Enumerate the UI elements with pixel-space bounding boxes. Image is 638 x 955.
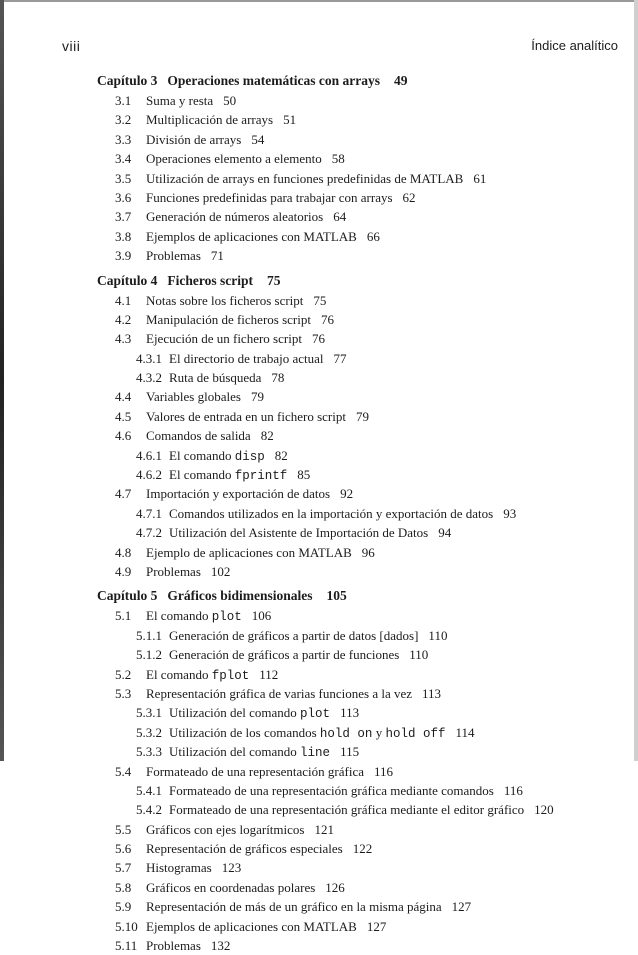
- entry-title-text: Gráficos con ejes logarítmicos: [146, 821, 305, 837]
- entry-title-text: Problemas: [146, 938, 201, 954]
- toc-subsection: [0, 349, 638, 368]
- entry-title-text: Utilización del Asistente de Importación de Datos: [169, 525, 429, 541]
- entry-page: 127: [366, 918, 387, 934]
- entry-title: [146, 91, 236, 110]
- toc-section: [0, 407, 638, 426]
- toc-section: [0, 227, 638, 246]
- entry-number: 5.3: [115, 685, 132, 701]
- entry-page: 94: [438, 525, 452, 541]
- entry-number: 3.9: [115, 248, 132, 264]
- entry-code-text: disp: [234, 449, 265, 464]
- entry-number: 4.5: [115, 408, 132, 424]
- entry-title-text: Formateado de una representación gráfica mediante comandos: [169, 782, 494, 798]
- entry-page: 120: [534, 802, 554, 818]
- entry-number: 3.3: [115, 131, 132, 147]
- entry-title: [146, 426, 274, 445]
- entry-code-text: plot: [211, 610, 242, 625]
- entry-number: 4.7.1: [136, 505, 162, 521]
- entry-page: 121: [314, 821, 334, 837]
- entry-title-text: El comando: [169, 447, 235, 463]
- entry-page: 115: [340, 744, 360, 760]
- entry-title-text: Ejemplos de aplicaciones con MATLAB: [146, 228, 357, 244]
- entry-title-text: Representación gráfica de varias funciones a la vez: [146, 685, 413, 701]
- entry-title-text: Gráficos en coordenadas polares: [146, 879, 316, 895]
- entry-number: 4.6.2: [136, 467, 162, 483]
- chapter-title: Ficheros script: [167, 272, 253, 288]
- toc-section: [0, 820, 638, 839]
- entry-title: [146, 149, 345, 168]
- entry-title-text: Ejemplos de aplicaciones con MATLAB: [146, 918, 357, 934]
- entry-page: 62: [402, 189, 416, 205]
- entry-number: 4.7.2: [136, 525, 162, 541]
- entry-page: 110: [409, 647, 429, 663]
- entry-title: [169, 465, 310, 486]
- entry-title-text: División de arrays: [146, 131, 242, 147]
- toc-section: [0, 149, 638, 168]
- toc-section: [0, 936, 638, 955]
- entry-page: 79: [250, 389, 264, 405]
- toc-subsection: [0, 800, 638, 819]
- entry-title: [146, 188, 416, 207]
- entry-title-text: Comandos de salida: [146, 428, 251, 444]
- entry-page: 64: [333, 209, 347, 225]
- toc-section: [0, 110, 638, 129]
- entry-title-text: Generación de números aleatorios: [146, 209, 324, 225]
- entry-title: [146, 878, 345, 897]
- entry-page: 82: [260, 428, 274, 444]
- entry-number: 5.2: [115, 666, 132, 682]
- entry-title-text: Generación de gráficos a partir de funciones: [169, 647, 400, 663]
- entry-title: [169, 781, 523, 800]
- toc-section: [0, 130, 638, 149]
- entry-page: 66: [366, 228, 380, 244]
- entry-code-text: line: [300, 746, 331, 761]
- toc-section: [0, 310, 638, 329]
- entry-page: 122: [352, 841, 373, 857]
- toc-subsection: [0, 504, 638, 523]
- entry-page: 110: [428, 627, 448, 643]
- entry-title: [146, 936, 230, 955]
- toc-section: [0, 606, 638, 625]
- entry-page: 112: [259, 666, 279, 682]
- entry-number: 4.6.1: [136, 447, 162, 463]
- entry-title: [146, 762, 393, 781]
- entry-number: 5.3.2: [136, 724, 162, 740]
- entry-page: 116: [374, 763, 394, 779]
- entry-number: 4.3.2: [136, 370, 162, 386]
- toc-section: [0, 246, 638, 265]
- toc-subsection: [0, 645, 638, 664]
- chapter-title: Operaciones matemáticas con arrays: [167, 73, 380, 88]
- toc-chapter-heading: [0, 585, 638, 606]
- entry-title-text: Operaciones elemento a elemento: [146, 151, 322, 167]
- entry-title: [169, 446, 288, 467]
- entry-number: 3.4: [115, 151, 132, 167]
- entry-title: [169, 368, 284, 387]
- chapter-title: Gráficos bidimensionales: [167, 588, 313, 604]
- entry-title: [146, 329, 325, 348]
- entry-title-text: Suma y resta: [146, 93, 214, 108]
- entry-title-text: Problemas: [146, 248, 201, 264]
- entry-title-text: Utilización del comando: [169, 705, 301, 721]
- entry-title: [169, 504, 516, 523]
- entry-title: [146, 684, 441, 703]
- entry-title-text: Representación de más de un gráfico en la misma página: [146, 899, 442, 915]
- entry-code-text: hold off: [385, 726, 446, 741]
- entry-number: 4.3.1: [136, 350, 162, 366]
- chapter-heading-text: [97, 585, 347, 606]
- entry-page: 71: [210, 248, 224, 264]
- entry-page: 113: [422, 685, 442, 701]
- entry-page: 96: [361, 544, 375, 560]
- entry-title-text: El comando: [146, 666, 212, 682]
- toc-subsection: [0, 523, 638, 542]
- entry-title-text: Generación de gráficos a partir de datos [dados]: [169, 627, 419, 643]
- entry-page: 102: [210, 563, 231, 579]
- entry-number: 5.7: [115, 860, 132, 876]
- entry-code-text: fplot: [211, 668, 250, 683]
- entry-number: 5.1.2: [136, 647, 162, 663]
- table-of-contents: [0, 66, 638, 955]
- entry-title: [169, 523, 451, 542]
- entry-number: 3.2: [115, 112, 132, 128]
- entry-number: 5.8: [115, 879, 132, 895]
- entry-title-text: Variables globales: [146, 389, 241, 405]
- toc-subsection: [0, 446, 638, 465]
- entry-page: 54: [251, 131, 265, 147]
- entry-page: 78: [271, 370, 285, 386]
- entry-title: [169, 723, 474, 744]
- entry-title: [146, 291, 326, 310]
- toc-subsection: [0, 626, 638, 645]
- entry-title-text: Manipulación de ficheros script: [146, 311, 311, 327]
- entry-title-text: Utilización de arrays en funciones predefinidas de MATLAB: [146, 170, 464, 186]
- entry-title-text: El comando: [169, 467, 235, 483]
- toc-subsection: [0, 465, 638, 484]
- toc-section: [0, 897, 638, 916]
- entry-number: 5.1.1: [136, 627, 162, 643]
- entry-title-text: Ruta de búsqueda: [169, 370, 262, 386]
- toc-section: [0, 484, 638, 503]
- entry-number: 4.9: [115, 563, 132, 579]
- entry-title: [146, 130, 264, 149]
- entry-title: [146, 839, 372, 858]
- toc-section: [0, 917, 638, 936]
- entry-page: 76: [320, 311, 334, 327]
- chapter-heading-text: [97, 70, 407, 91]
- page-number: viii: [62, 38, 81, 54]
- toc-section: [0, 169, 638, 188]
- entry-title-text: Ejecución de un fichero script: [146, 331, 302, 347]
- entry-page: 75: [313, 292, 327, 308]
- entry-page: 82: [274, 447, 288, 463]
- entry-title: [146, 407, 369, 426]
- toc-section: [0, 543, 638, 562]
- entry-title: [146, 917, 386, 936]
- toc-section: [0, 562, 638, 581]
- entry-title: [146, 110, 296, 129]
- toc-subsection: [0, 742, 638, 761]
- entry-number: 5.6: [115, 841, 132, 857]
- entry-title: [169, 626, 447, 645]
- entry-title-text: El directorio de trabajo actual: [169, 350, 324, 366]
- entry-number: 3.6: [115, 189, 132, 205]
- entry-number: 4.1: [115, 292, 132, 308]
- entry-title-text: Utilización de los comandos: [169, 724, 320, 740]
- entry-title: [146, 665, 278, 686]
- toc-subsection: [0, 781, 638, 800]
- entry-title-text: Ejemplo de aplicaciones con MATLAB: [146, 544, 352, 560]
- entry-title-text: Notas sobre los ficheros script: [146, 292, 304, 308]
- toc-section: [0, 665, 638, 684]
- entry-code-text: plot: [300, 707, 331, 722]
- entry-number: 4.4: [115, 389, 132, 405]
- entry-number: 3.1: [115, 93, 132, 108]
- entry-page: 51: [283, 112, 297, 128]
- toc-subsection: [0, 703, 638, 722]
- entry-title: [169, 645, 428, 664]
- entry-page: 92: [340, 486, 354, 502]
- entry-title: [146, 484, 353, 503]
- entry-page: 61: [473, 170, 487, 186]
- entry-title-text: Histogramas: [146, 860, 212, 876]
- entry-page: 79: [355, 408, 369, 424]
- entry-title-text: Funciones predefinidas para trabajar con arrays: [146, 189, 393, 205]
- entry-title-text: y: [372, 724, 386, 740]
- toc-chapter-heading: [0, 70, 638, 91]
- toc-section: [0, 839, 638, 858]
- entry-number: 3.7: [115, 209, 132, 225]
- entry-title: [146, 310, 334, 329]
- toc-subsection: [0, 723, 638, 742]
- entry-code-text: fprintf: [234, 469, 288, 484]
- entry-title: [146, 207, 346, 226]
- entry-title-text: Comandos utilizados en la importación y exportación de datos: [169, 505, 494, 521]
- entry-title: [169, 742, 359, 763]
- entry-number: 3.8: [115, 228, 132, 244]
- entry-number: 5.3.3: [136, 744, 162, 760]
- entry-number: 5.3.1: [136, 705, 162, 721]
- toc-section: [0, 858, 638, 877]
- entry-title-text: Representación de gráficos especiales: [146, 841, 343, 857]
- toc-section: [0, 387, 638, 406]
- entry-title-text: Formateado de una representación gráfica: [146, 763, 365, 779]
- entry-title-text: Valores de entrada en un fichero script: [146, 408, 346, 424]
- entry-title: [146, 227, 380, 246]
- toc-section: [0, 291, 638, 310]
- chapter-page: 49: [393, 73, 408, 88]
- chapter-heading-text: [97, 270, 281, 291]
- entry-number: 5.10: [115, 918, 138, 934]
- entry-number: 4.2: [115, 311, 132, 327]
- entry-title-text: Utilización del comando: [169, 744, 301, 760]
- toc-section: [0, 684, 638, 703]
- toc-section: [0, 762, 638, 781]
- entry-number: 5.1: [115, 608, 132, 624]
- entry-number: 5.4: [115, 763, 132, 779]
- chapter-label: Capítulo 5: [97, 588, 158, 604]
- entry-page: 85: [297, 467, 311, 483]
- entry-title: [169, 800, 554, 819]
- entry-title: [146, 820, 334, 839]
- toc-section: [0, 329, 638, 348]
- running-head: Índice analítico: [531, 38, 618, 53]
- entry-number: 5.4.2: [136, 802, 162, 818]
- toc-section: [0, 207, 638, 226]
- toc-chapter-heading: [0, 270, 638, 291]
- entry-page: 127: [451, 899, 472, 915]
- entry-page: 77: [333, 350, 347, 366]
- chapter-page: 75: [267, 272, 281, 288]
- entry-number: 5.9: [115, 899, 132, 915]
- entry-title-text: Problemas: [146, 563, 201, 579]
- entry-number: 5.11: [115, 938, 138, 954]
- entry-title-text: Formateado de una representación gráfica mediante el editor gráfico: [169, 802, 525, 818]
- entry-title: [146, 606, 271, 627]
- toc-section: [0, 426, 638, 445]
- entry-number: 5.5: [115, 821, 132, 837]
- entry-page: 113: [340, 705, 360, 721]
- entry-title-text: El comando: [146, 608, 212, 624]
- entry-page: 132: [210, 938, 231, 954]
- entry-page: 123: [221, 860, 242, 876]
- entry-number: 4.8: [115, 544, 132, 560]
- entry-number: 4.3: [115, 331, 132, 347]
- entry-code-text: hold on: [319, 726, 373, 741]
- chapter-label: Capítulo 4: [97, 272, 158, 288]
- entry-page: 114: [455, 724, 475, 740]
- entry-page: 76: [311, 331, 325, 347]
- toc-subsection: [0, 368, 638, 387]
- entry-title: [146, 387, 264, 406]
- entry-title: [146, 897, 471, 916]
- entry-number: 4.6: [115, 428, 132, 444]
- entry-number: 3.5: [115, 170, 132, 186]
- entry-page: 50: [223, 93, 237, 108]
- entry-title: [146, 858, 241, 877]
- entry-title-text: Multiplicación de arrays: [146, 112, 274, 128]
- entry-page: 126: [325, 879, 345, 895]
- entry-title: [169, 703, 359, 724]
- entry-number: 4.7: [115, 486, 132, 502]
- toc-section: [0, 188, 638, 207]
- entry-page: 93: [503, 505, 517, 521]
- toc-section: [0, 91, 638, 110]
- entry-title: [169, 349, 346, 368]
- entry-title: [146, 246, 224, 265]
- entry-page: 58: [331, 151, 345, 167]
- scan-top-edge: [0, 0, 638, 2]
- entry-title: [146, 562, 230, 581]
- chapter-label: Capítulo 3: [97, 73, 158, 88]
- toc-section: [0, 878, 638, 897]
- entry-title: [146, 543, 375, 562]
- entry-page: 106: [251, 608, 272, 624]
- entry-number: 5.4.1: [136, 782, 162, 798]
- entry-title: [146, 169, 486, 188]
- entry-page: 116: [503, 782, 523, 798]
- entry-title-text: Importación y exportación de datos: [146, 486, 331, 502]
- chapter-page: 105: [326, 588, 347, 604]
